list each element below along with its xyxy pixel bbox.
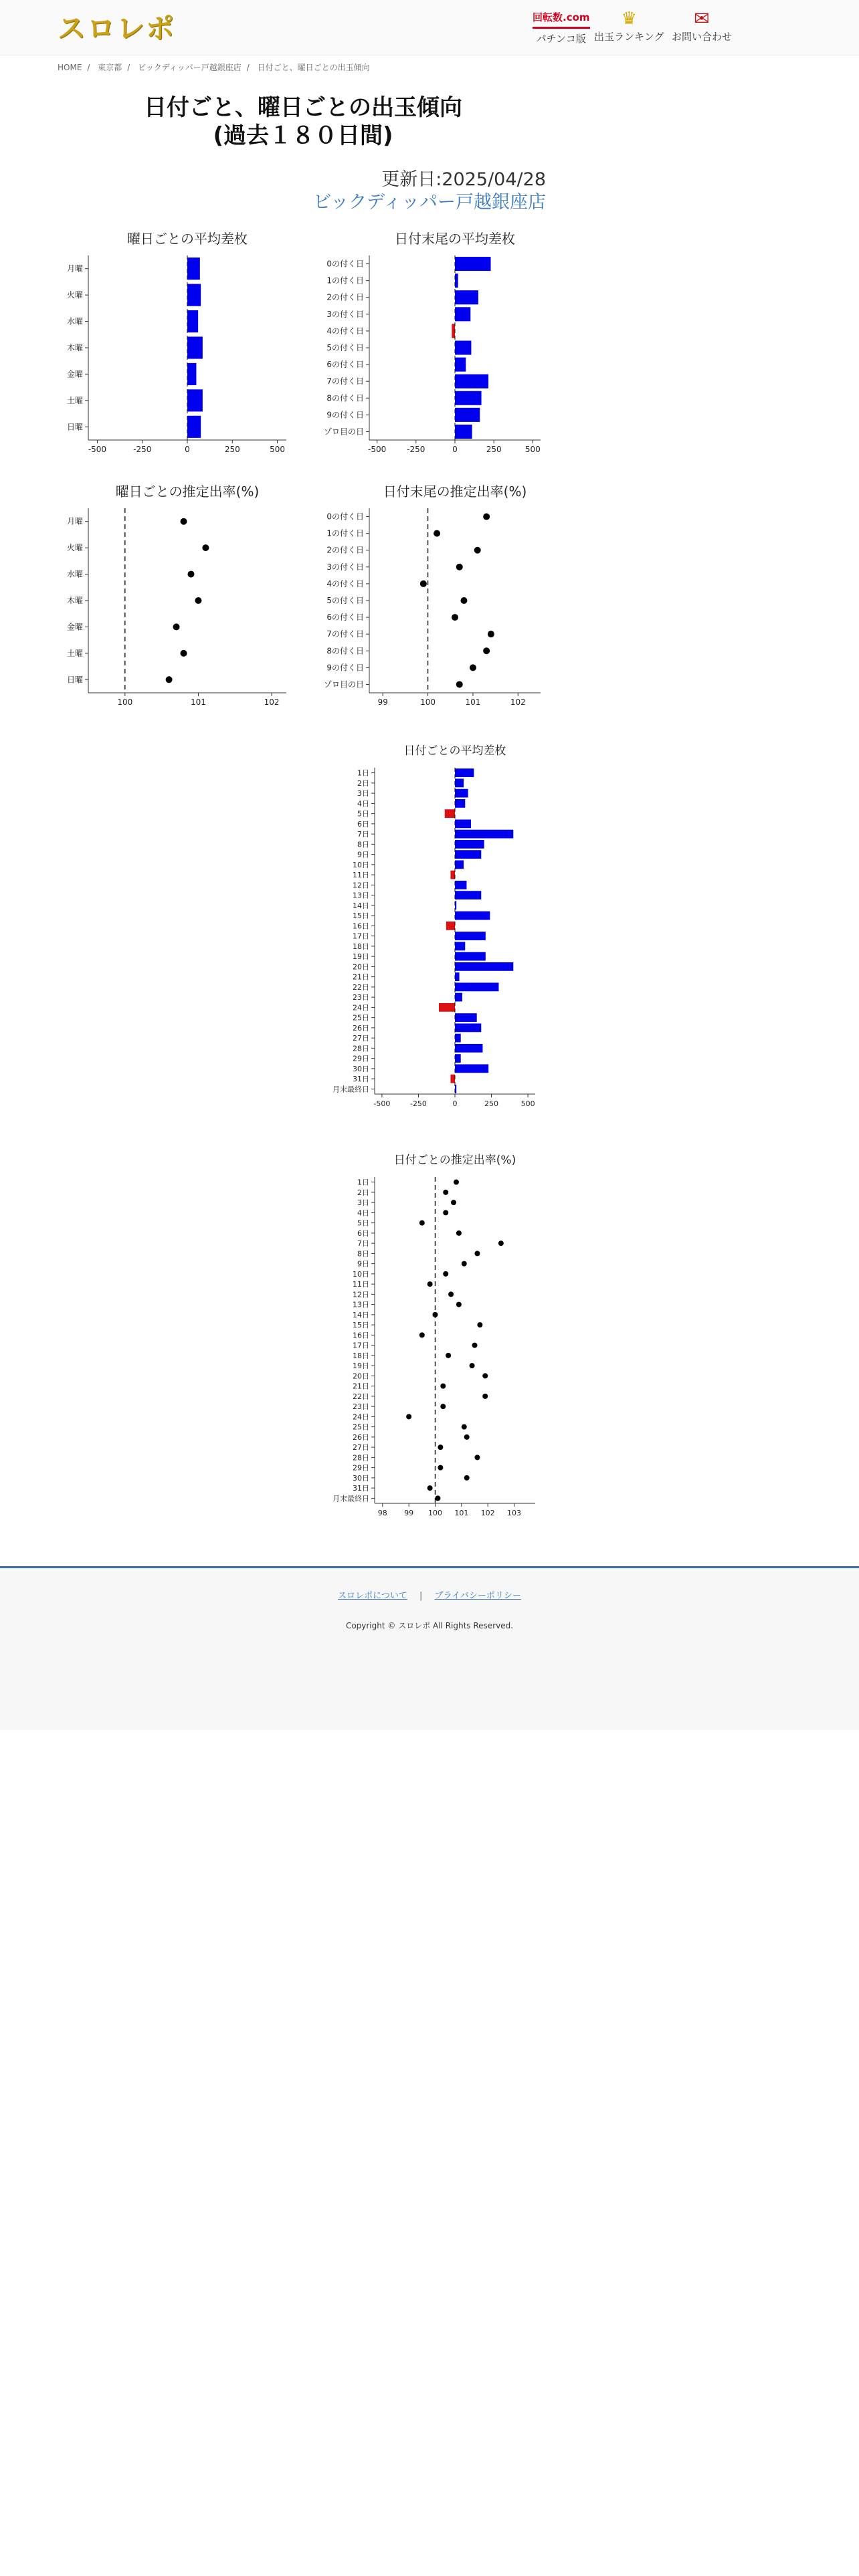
c2-chart [324, 231, 541, 454]
c6-point [419, 1220, 425, 1226]
c5-y-tick-label: 29日 [353, 1054, 369, 1063]
c5-y-tick-label: 17日 [353, 932, 369, 941]
footer-about-link[interactable]: スロレポについて [338, 1591, 407, 1601]
c6-point [454, 1180, 459, 1185]
c5-y-tick-label: 31日 [353, 1075, 369, 1084]
c5-y-tick-label: 18日 [353, 942, 369, 951]
c4-y-tick-label: ゾロ目の日 [323, 679, 364, 689]
c6-point [477, 1322, 482, 1327]
c6-point [443, 1210, 448, 1215]
c5-y-tick-label: 1日 [357, 768, 369, 778]
breadcrumb-store[interactable]: ビックディッパー戸越銀座店 [138, 63, 242, 72]
c6-point [438, 1444, 443, 1450]
c5-bar [455, 942, 465, 950]
c5-y-tick-label: 4日 [357, 799, 369, 809]
c4-point [483, 647, 490, 654]
c6-x-tick-label: 99 [404, 1509, 414, 1517]
c6-point [440, 1384, 446, 1389]
c5-x-tick-label: -500 [373, 1099, 391, 1108]
c4-x-tick-label: 99 [377, 697, 388, 707]
c5-x-tick-label: 500 [520, 1099, 535, 1108]
c6-x-tick-label: 100 [427, 1509, 442, 1517]
c5-bar [455, 1034, 461, 1043]
c5-x-tick-label: -250 [409, 1099, 427, 1108]
c3-chart [67, 484, 286, 707]
c4-y-tick-label: 6の付く日 [326, 613, 364, 623]
c6-y-tick-label: 28日 [353, 1453, 369, 1463]
c2-y-tick-label: 1の付く日 [326, 276, 364, 286]
c5-bar [455, 952, 486, 961]
c6-y-tick-label: 31日 [353, 1484, 369, 1493]
c2-y-tick-label: ゾロ目の日 [323, 427, 364, 437]
c4-y-tick-label: 5の付く日 [326, 596, 364, 605]
c3-y-tick-label: 水曜 [66, 569, 83, 579]
c6-y-tick-label: 12日 [353, 1290, 369, 1299]
c2-bar [452, 324, 455, 338]
c4-point [452, 614, 458, 621]
c3-point [166, 676, 173, 683]
c4-point [460, 597, 467, 604]
c5-y-tick-label: 21日 [353, 972, 369, 982]
c5-y-tick-label: 11日 [353, 871, 369, 880]
c2-bar [455, 274, 458, 288]
c5-y-tick-label: 12日 [353, 881, 369, 890]
c2-bar [455, 307, 470, 321]
c5-y-tick-label: 7日 [357, 830, 369, 839]
c1-bar [187, 416, 201, 438]
c5-y-tick-label: 28日 [353, 1044, 369, 1053]
c6-x-tick-label: 101 [454, 1509, 469, 1517]
c5-y-tick-label: 14日 [353, 901, 369, 910]
c4-point [456, 681, 463, 687]
c2-bar [455, 340, 471, 354]
c6-point [443, 1190, 448, 1195]
c6-title: 日付ごとの推定出率(%) [393, 1154, 516, 1167]
c2-y-tick-label: 5の付く日 [326, 343, 364, 352]
c5-bar [455, 962, 513, 971]
c4-x-tick-label: 101 [465, 697, 481, 707]
c2-y-tick-label: 3の付く日 [326, 309, 364, 319]
c5-bar [455, 768, 474, 777]
c6-point [470, 1363, 475, 1368]
c6-point [474, 1251, 480, 1256]
c3-point [195, 597, 201, 604]
c5-y-tick-label: 23日 [353, 993, 369, 1002]
c1-x-tick-label: 250 [224, 445, 240, 454]
c6-y-tick-label: 7日 [357, 1239, 369, 1249]
c6-point [474, 1455, 480, 1460]
c3-y-tick-label: 土曜 [66, 648, 83, 658]
c5-bar [455, 819, 471, 828]
c2-bar [455, 358, 466, 372]
c6-y-tick-label: 23日 [353, 1402, 369, 1412]
page-title-line2: (過去１８０日間) [213, 122, 393, 149]
c3-y-tick-label: 火曜 [66, 543, 83, 553]
c5-bar [455, 1044, 482, 1053]
c1-x-tick-label: 0 [185, 445, 190, 454]
footer-links [0, 1588, 859, 1601]
c6-x-tick-label: 103 [507, 1509, 522, 1517]
breadcrumb-prefecture[interactable]: 東京都 [98, 63, 122, 72]
c6-point [427, 1485, 433, 1491]
c5-bar [455, 993, 462, 1002]
c3-y-tick-label: 月曜 [66, 516, 83, 526]
c5-y-tick-label: 5日 [357, 809, 369, 819]
c2-bar [455, 290, 478, 304]
c2-title: 日付末尾の平均差枚 [395, 231, 515, 247]
c5-bar [455, 1013, 477, 1022]
c6-y-tick-label: 5日 [357, 1218, 369, 1228]
kaitensu-logo-icon: 回転数.com [533, 11, 590, 29]
c3-point [173, 623, 180, 630]
c6-y-tick-label: 21日 [353, 1382, 369, 1391]
c5-bar [450, 1075, 455, 1083]
crown-icon: ♛ [621, 9, 637, 29]
c6-point [435, 1495, 440, 1501]
c6-y-tick-label: 30日 [353, 1473, 369, 1483]
c4-y-tick-label: 1の付く日 [326, 528, 364, 538]
c2-x-tick-label: 250 [486, 445, 502, 454]
c6-point [448, 1291, 454, 1297]
c5-bar [450, 871, 455, 879]
c5-y-tick-label: 10日 [353, 860, 369, 869]
c2-y-tick-label: 4の付く日 [326, 326, 364, 336]
c5-bar [455, 891, 481, 899]
c5-y-tick-label: 24日 [353, 1003, 369, 1012]
c6-y-tick-label: 13日 [353, 1300, 369, 1309]
c1-y-tick-label: 木曜 [66, 343, 83, 352]
c4-chart [324, 484, 541, 707]
c5-bar [455, 789, 468, 798]
c4-point [434, 530, 440, 537]
c4-y-tick-label: 4の付く日 [326, 578, 364, 588]
c6-y-tick-label: 10日 [353, 1269, 369, 1279]
c5-chart [332, 744, 535, 1108]
footer-privacy-link[interactable]: プライバシーポリシー [434, 1591, 521, 1601]
c5-bar [455, 911, 490, 920]
c6-y-tick-label: 29日 [353, 1463, 369, 1473]
c4-y-tick-label: 9の付く日 [326, 663, 364, 673]
c6-y-tick-label: 9日 [357, 1259, 369, 1269]
c5-y-tick-label: 25日 [353, 1013, 369, 1023]
c5-y-tick-label: 30日 [353, 1064, 369, 1073]
c1-bar [187, 257, 200, 280]
c4-y-tick-label: 2の付く日 [326, 545, 364, 555]
c6-point [482, 1373, 488, 1378]
c6-point [456, 1302, 462, 1307]
c6-point [438, 1465, 443, 1471]
c6-point [456, 1230, 462, 1236]
c1-bar [187, 363, 196, 385]
c6-y-tick-label: 11日 [353, 1280, 369, 1289]
c6-point [462, 1261, 467, 1267]
breadcrumb-current: 日付ごと、曜日ごとの出玉傾向 [257, 63, 370, 72]
c5-y-tick-label: 19日 [353, 952, 369, 962]
c4-y-tick-label: 3の付く日 [326, 562, 364, 572]
c1-y-tick-label: 土曜 [66, 395, 83, 405]
c2-y-tick-label: 9の付く日 [326, 410, 364, 420]
c5-x-tick-label: 250 [484, 1099, 499, 1108]
c6-y-tick-label: 8日 [357, 1249, 369, 1259]
c4-x-tick-label: 100 [420, 697, 436, 707]
updated-date: 更新日:2025/04/28 [381, 169, 546, 190]
c1-x-tick-label: -500 [88, 445, 107, 454]
c5-bar [455, 840, 484, 849]
c2-x-tick-label: 0 [452, 445, 458, 454]
c6-point [462, 1424, 467, 1430]
c6-point [498, 1241, 504, 1246]
c2-y-tick-label: 8の付く日 [326, 393, 364, 403]
c6-y-tick-label: 14日 [353, 1310, 369, 1319]
c5-y-tick-label: 15日 [353, 911, 369, 921]
c5-y-tick-label: 20日 [353, 962, 369, 972]
c6-y-tick-label: 18日 [353, 1351, 369, 1360]
c5-y-tick-label: 6日 [357, 819, 369, 829]
store-link[interactable]: ビックディッパー戸越銀座店 [313, 192, 546, 213]
c5-bar [455, 982, 498, 991]
c1-bar [187, 284, 201, 306]
c6-point [472, 1343, 478, 1348]
footer-copyright: Copyright © スロレポ All Rights Reserved. [345, 1621, 514, 1630]
c1-bar [187, 310, 198, 332]
c3-point [181, 518, 187, 525]
c3-title: 曜日ごとの推定出率(%) [115, 484, 260, 500]
c1-y-tick-label: 火曜 [66, 290, 83, 300]
c3-point [202, 544, 209, 551]
c6-y-tick-label: 1日 [357, 1178, 369, 1187]
c4-point [456, 564, 463, 570]
c6-point [419, 1332, 425, 1337]
breadcrumb: HOME / 東京都 / ビックディッパー戸越銀座店 / 日付ごと、曜日ごとの出玉傾向 [58, 63, 370, 72]
c5-bar [455, 830, 513, 839]
c2-x-tick-label: -250 [407, 445, 425, 454]
c5-bar [445, 809, 455, 818]
c5-y-tick-label: 3日 [357, 789, 369, 798]
c5-bar [455, 799, 465, 808]
c1-bar [187, 389, 203, 411]
c5-bar [455, 1054, 461, 1063]
c3-y-tick-label: 日曜 [66, 675, 83, 685]
c5-y-tick-label: 2日 [357, 778, 369, 788]
c6-y-tick-label: 27日 [353, 1443, 369, 1453]
c4-point [470, 664, 476, 671]
c5-x-tick-label: 0 [452, 1099, 458, 1108]
c3-point [181, 650, 187, 657]
mail-icon: ✉ [694, 7, 710, 29]
c3-x-tick-label: 101 [190, 697, 206, 707]
c6-y-tick-label: 15日 [353, 1321, 369, 1330]
c2-bar [455, 391, 482, 405]
c4-point [474, 547, 481, 554]
c2-x-tick-label: -500 [368, 445, 387, 454]
c1-y-tick-label: 日曜 [66, 422, 83, 432]
footer-divider: | [419, 1591, 423, 1601]
c1-y-tick-label: 水曜 [66, 316, 83, 326]
c5-bar [455, 1023, 481, 1032]
c6-y-tick-label: 26日 [353, 1432, 369, 1442]
c6-point [432, 1312, 438, 1317]
c2-bar [455, 374, 488, 389]
c5-y-tick-label: 16日 [353, 922, 369, 931]
c4-y-tick-label: 0の付く日 [326, 512, 364, 522]
c6-point [482, 1394, 488, 1399]
c2-bar [455, 425, 472, 439]
site-logo[interactable]: スロレポ [58, 12, 176, 45]
c6-y-tick-label: 4日 [357, 1208, 369, 1218]
c6-y-tick-label: 24日 [353, 1412, 369, 1422]
c6-y-tick-label: 17日 [353, 1341, 369, 1350]
c5-bar [455, 778, 464, 787]
c5-y-tick-label: 9日 [357, 850, 369, 859]
c5-bar [455, 860, 464, 869]
c4-y-tick-label: 7の付く日 [326, 629, 364, 639]
nav-ranking-label: 出玉ランキング [594, 31, 664, 43]
c3-point [187, 571, 194, 578]
c5-y-tick-label: 8日 [357, 840, 369, 849]
c3-x-tick-label: 100 [117, 697, 133, 707]
c5-y-tick-label: 22日 [353, 982, 369, 992]
c1-y-tick-label: 金曜 [66, 369, 83, 379]
c2-y-tick-label: 6の付く日 [326, 360, 364, 370]
c4-title: 日付末尾の推定出率(%) [383, 484, 527, 500]
c6-point [451, 1200, 456, 1205]
c5-y-tick-label: 月末最終日 [332, 1085, 369, 1094]
c4-y-tick-label: 8の付く日 [326, 646, 364, 656]
c5-title: 日付ごとの平均差枚 [403, 744, 506, 758]
c1-x-tick-label: -250 [133, 445, 152, 454]
c5-bar [455, 932, 486, 940]
c6-chart [332, 1154, 535, 1517]
c4-point [488, 631, 494, 637]
c6-y-tick-label: 2日 [357, 1188, 369, 1197]
c6-y-tick-label: 20日 [353, 1372, 369, 1381]
c5-bar [446, 922, 455, 930]
c5-y-tick-label: 13日 [353, 891, 369, 900]
c4-point [420, 580, 427, 587]
c5-bar [455, 972, 460, 981]
c6-point [446, 1353, 451, 1358]
c6-y-tick-label: 月末最終日 [332, 1494, 369, 1503]
c6-y-tick-label: 16日 [353, 1331, 369, 1340]
c2-bar [455, 408, 480, 422]
c5-bar [455, 1064, 488, 1073]
c2-y-tick-label: 0の付く日 [326, 259, 364, 269]
nav-pachinko-label: パチンコ版 [536, 33, 586, 45]
c6-point [427, 1281, 433, 1287]
c2-y-tick-label: 2の付く日 [326, 292, 364, 302]
c4-point [483, 514, 490, 520]
c2-x-tick-label: 500 [524, 445, 541, 454]
c6-point [443, 1271, 448, 1277]
site-footer [0, 1566, 859, 1730]
c6-x-tick-label: 102 [480, 1509, 495, 1517]
c6-point [464, 1475, 470, 1481]
c3-x-tick-label: 102 [264, 697, 280, 707]
nav-contact-label: お問い合わせ [672, 31, 733, 43]
c6-y-tick-label: 22日 [353, 1392, 369, 1401]
c4-x-tick-label: 102 [510, 697, 526, 707]
c5-y-tick-label: 27日 [353, 1034, 369, 1043]
c6-y-tick-label: 3日 [357, 1198, 369, 1208]
c5-bar [455, 881, 466, 889]
c6-x-tick-label: 98 [377, 1509, 387, 1517]
breadcrumb-home[interactable]: HOME [58, 63, 82, 72]
c2-y-tick-label: 7の付く日 [326, 377, 364, 387]
c6-point [406, 1414, 411, 1419]
c3-y-tick-label: 金曜 [66, 622, 83, 632]
c1-title: 曜日ごとの平均差枚 [127, 231, 248, 247]
c1-y-tick-label: 月曜 [66, 263, 83, 274]
c5-y-tick-label: 26日 [353, 1023, 369, 1033]
c1-bar [187, 336, 203, 358]
c6-point [464, 1434, 470, 1440]
c5-bar [455, 850, 481, 859]
c3-y-tick-label: 木曜 [66, 596, 83, 605]
page-title-line1: 日付ごと、曜日ごとの出玉傾向 [144, 94, 462, 121]
c6-y-tick-label: 25日 [353, 1422, 369, 1432]
c5-bar [439, 1003, 455, 1012]
c1-x-tick-label: 500 [270, 445, 285, 454]
c1-chart [67, 231, 286, 454]
c6-y-tick-label: 6日 [357, 1228, 369, 1238]
c2-bar [455, 257, 491, 271]
c6-y-tick-label: 19日 [353, 1362, 369, 1371]
c6-point [440, 1404, 446, 1409]
